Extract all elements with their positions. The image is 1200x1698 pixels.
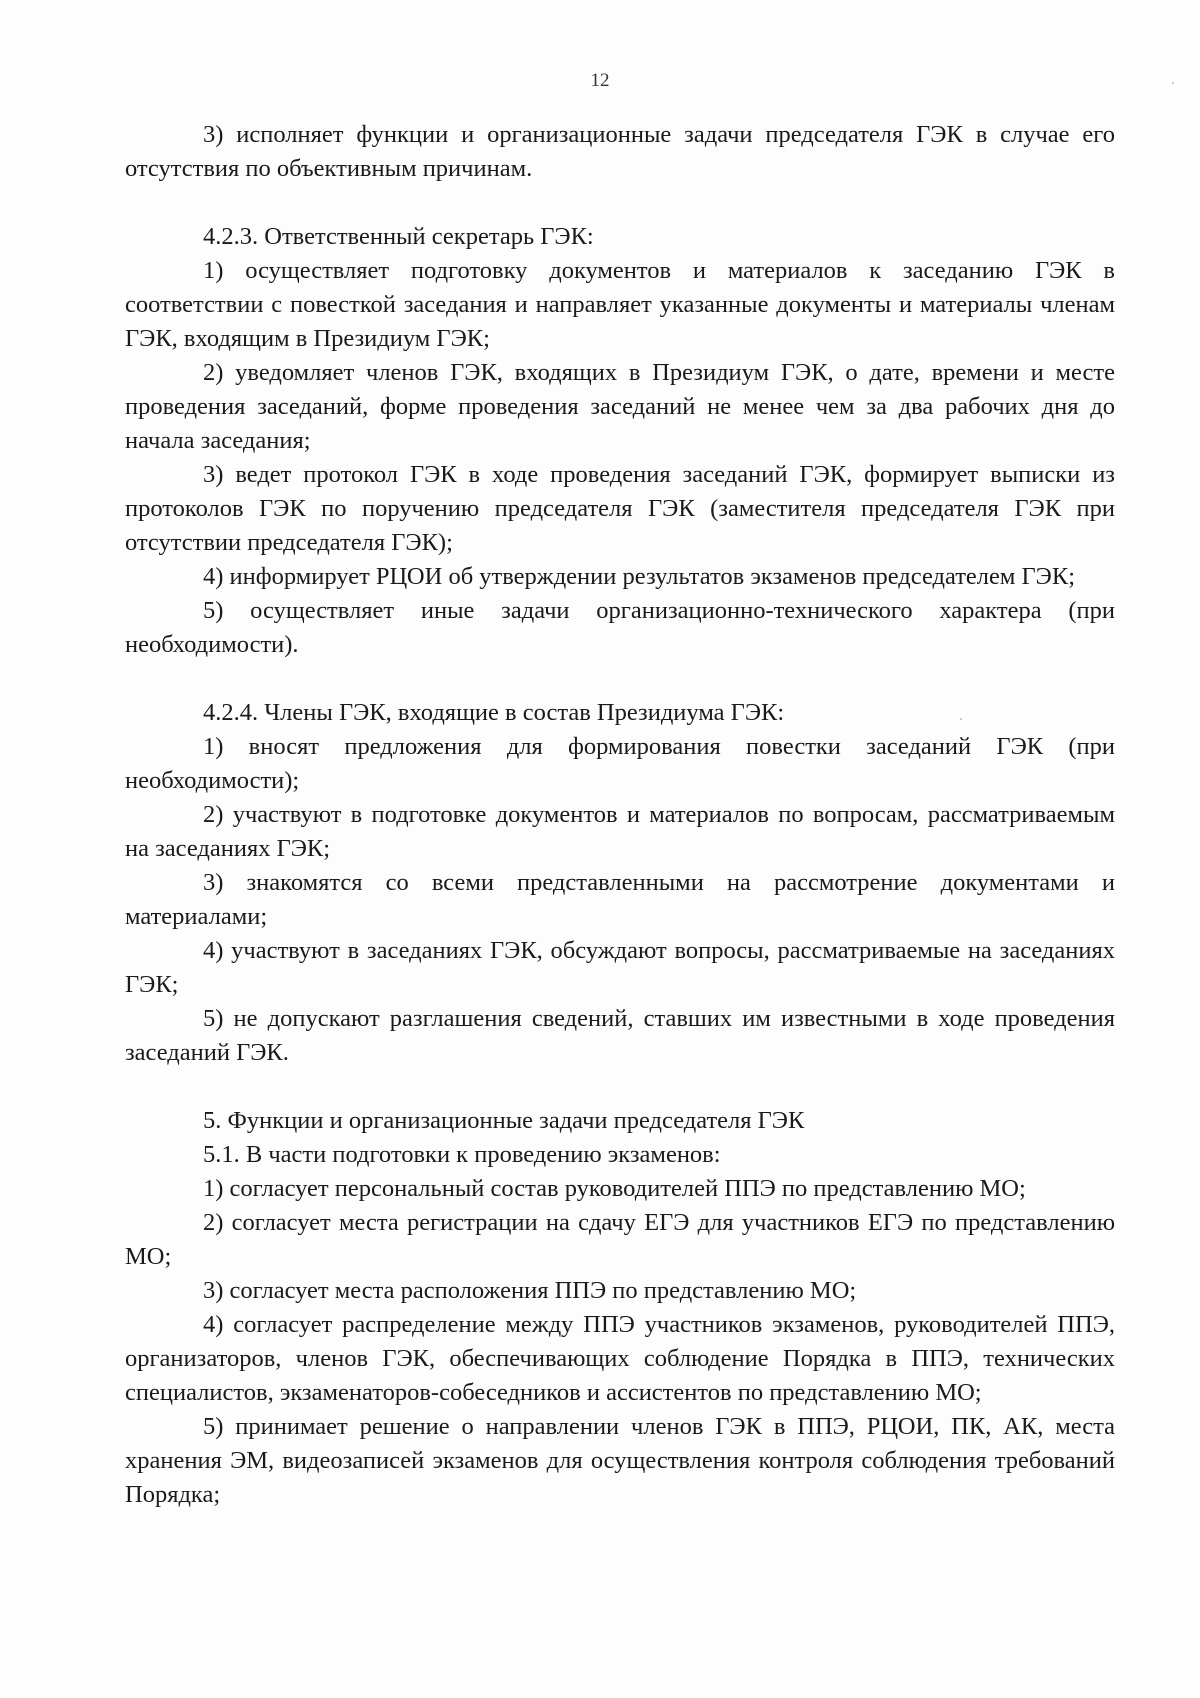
subsection-heading: 5.1. В части подготовки к проведению экзаменов: <box>203 1141 721 1168</box>
section-heading: 4.2.4. Члены ГЭК, входящие в состав Президиума ГЭК: <box>203 699 785 726</box>
list-item: 1) вносят предложения для формирования повестки заседаний ГЭК (при необходимости); <box>125 733 1115 794</box>
list-item: 4) информирует РЦОИ об утверждении результатов экзаменов председателем ГЭК; <box>203 563 1075 590</box>
list-item: 1) согласует персональный состав руководителей ППЭ по представлению МО; <box>203 1175 1026 1202</box>
list-item: 3) знакомятся со всеми представленными на рассмотрение документами и материалами; <box>125 869 1115 930</box>
list-item: 3) ведет протокол ГЭК в ходе проведения заседаний ГЭК, формирует выписки из протоколов ГЭК по поручению председателя ГЭК (заместителя председателя ГЭК при отсутствии председателя ГЭК); <box>125 461 1115 556</box>
list-item: 2) участвуют в подготовке документов и материалов по вопросам, рассматриваемым на заседаниях ГЭК; <box>125 801 1115 862</box>
section-heading: 5. Функции и организационные задачи председателя ГЭК <box>203 1107 805 1134</box>
document-body <box>125 118 1115 1512</box>
list-item: 5) принимает решение о направлении членов ГЭК в ППЭ, РЦОИ, ПК, АК, места хранения ЭМ, видеозаписей экзаменов для осуществления контроля соблюдения требований Порядка; <box>125 1413 1115 1508</box>
list-item: 2) согласует места регистрации на сдачу ЕГЭ для участников ЕГЭ по представлению МО; <box>125 1209 1115 1270</box>
list-item: 3) согласует места расположения ППЭ по представлению МО; <box>203 1277 857 1304</box>
list-item: 4) согласует распределение между ППЭ участников экзаменов, руководителей ППЭ, организаторов, членов ГЭК, обеспечивающих соблюдение Порядка в ППЭ, технических специалистов, экзаменаторов-собеседников и ассистентов по представлению МО; <box>125 1311 1115 1406</box>
scan-speck <box>1172 82 1174 84</box>
list-item: 5) осуществляет иные задачи организационно-технического характера (при необходимости). <box>125 597 1115 658</box>
list-item: 4) участвуют в заседаниях ГЭК, обсуждают вопросы, рассматриваемые на заседаниях ГЭК; <box>125 937 1115 998</box>
list-item: 2) уведомляет членов ГЭК, входящих в Президиум ГЭК, о дате, времени и месте проведения заседаний, форме проведения заседаний не менее чем за два рабочих дня до начала заседания; <box>125 359 1115 454</box>
page-number: 12 <box>590 70 610 91</box>
list-item: 5) не допускают разглашения сведений, ставших им известными в ходе проведения заседаний ГЭК. <box>125 1005 1115 1066</box>
section-heading: 4.2.3. Ответственный секретарь ГЭК: <box>203 223 594 250</box>
paragraph: 3) исполняет функции и организационные задачи председателя ГЭК в случае его отсутствия по объективным причинам. <box>125 121 1115 182</box>
list-item: 1) осуществляет подготовку документов и материалов к заседанию ГЭК в соответствии с повесткой заседания и направляет указанные документы и материалы членам ГЭК, входящим в Президиум ГЭК; <box>125 257 1115 352</box>
